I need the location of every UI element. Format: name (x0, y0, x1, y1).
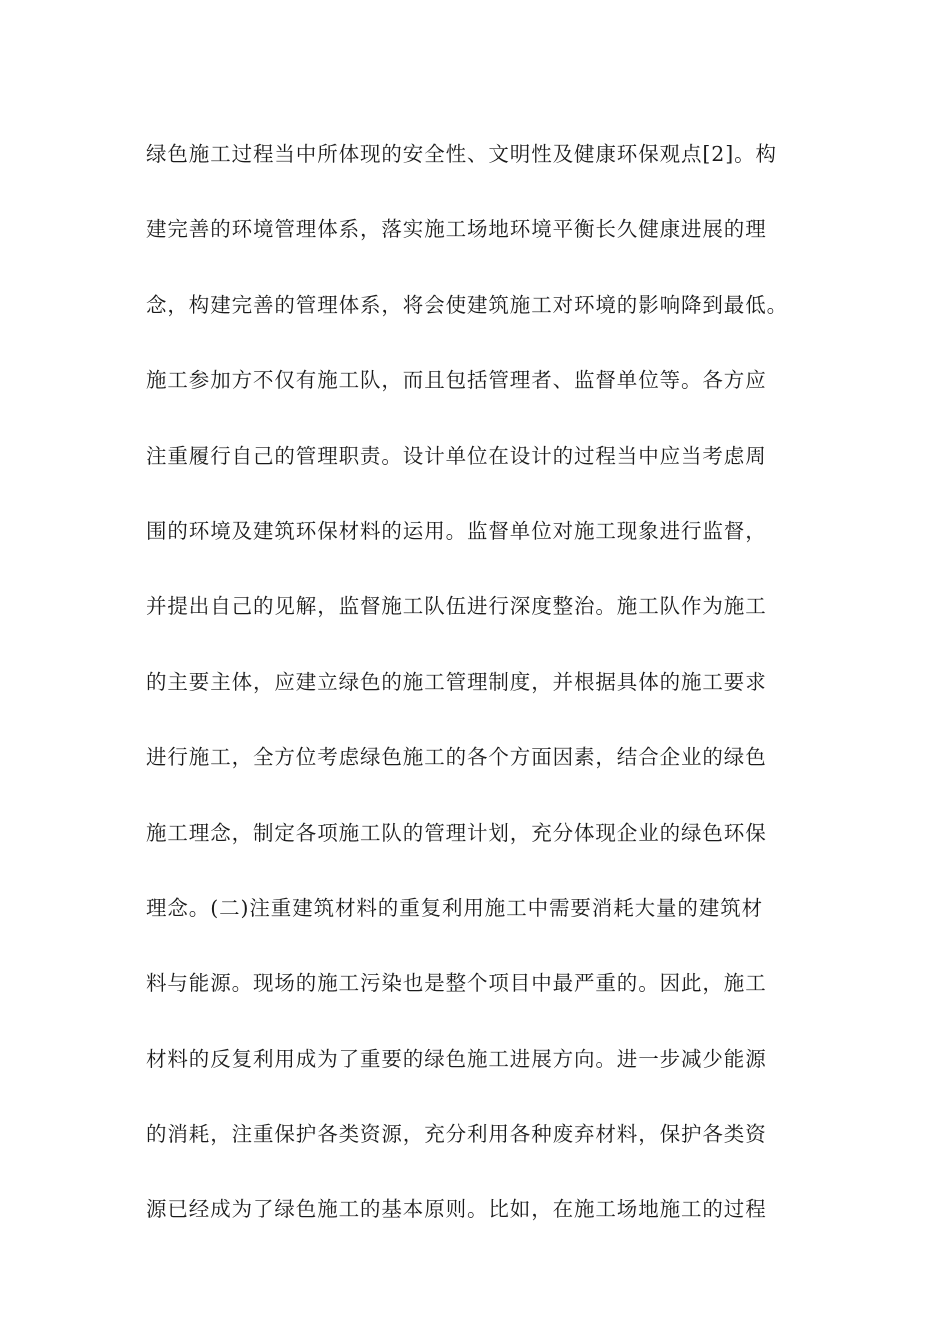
text-line: 的主要主体，应建立绿色的施工管理制度，并根据具体的施工要求 (146, 669, 767, 694)
text-line: 理念。(二)注重建筑材料的重复利用施工中需要消耗大量的建筑材 (146, 895, 763, 920)
text-line: 材料的反复利用成为了重要的绿色施工进展方向。进一步减少能源 (146, 1046, 767, 1071)
text-line: 料与能源。现场的施工污染也是整个项目中最严重的。因此，施工 (146, 971, 767, 996)
text-line: 围的环境及建筑环保材料的运用。监督单位对施工现象进行监督， (146, 518, 767, 543)
text-line: 的消耗，注重保护各类资源，充分利用各种废弃材料，保护各类资 (146, 1122, 767, 1147)
text-line: 念，构建完善的管理体系，将会使建筑施工对环境的影响降到最低。 (146, 292, 788, 317)
body-text (146, 133, 836, 1264)
text-line: 施工参加方不仅有施工队，而且包括管理者、监督单位等。各方应 (146, 368, 767, 393)
text-line: 进行施工，全方位考虑绿色施工的各个方面因素，结合企业的绿色 (146, 745, 767, 770)
text-line: 建完善的环境管理体系，落实施工场地环境平衡长久健康进展的理 (146, 217, 767, 242)
text-line: 绿色施工过程当中所体现的安全性、文明性及健康环保观点[2]。构 (146, 142, 777, 166)
text-line: 源已经成为了绿色施工的基本原则。比如，在施工场地施工的过程 (146, 1197, 767, 1222)
text-line: 并提出自己的见解，监督施工队伍进行深度整治。施工队作为施工 (146, 594, 767, 619)
text-line: 施工理念，制定各项施工队的管理计划，充分体现企业的绿色环保 (146, 820, 767, 845)
text-line: 注重履行自己的管理职责。设计单位在设计的过程当中应当考虑周 (146, 443, 767, 468)
